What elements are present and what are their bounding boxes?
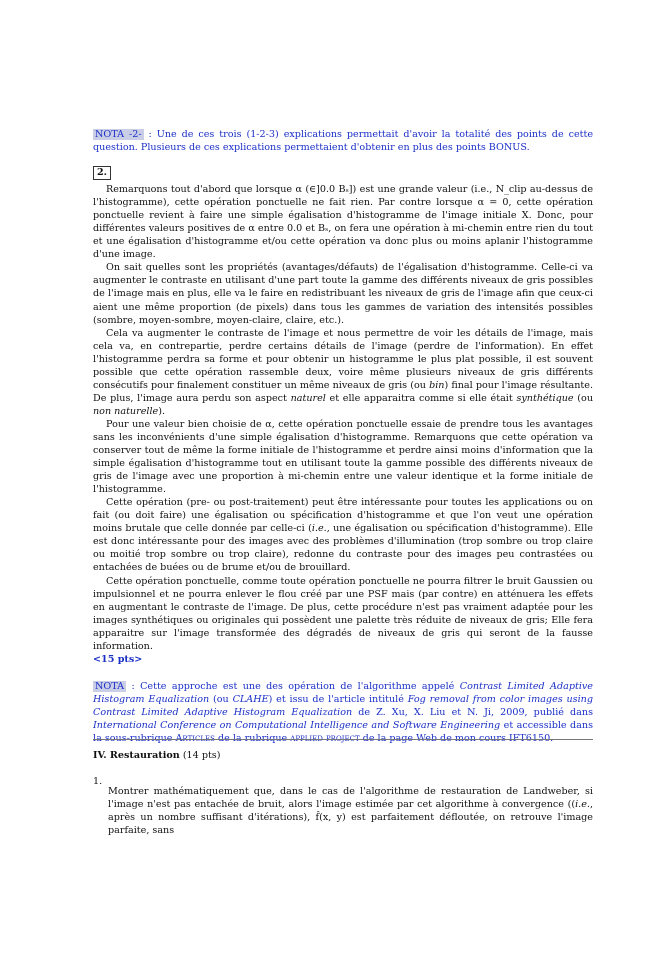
item-1-text-b: , après un nombre suffisant d'itérations), f̂(x, y) est parfaitement défloutée, on retrouve l'image parfaite, sans: [108, 798, 593, 836]
paragraph-5-text-b: , une égalisation ou spécification d'histogramme). Elle est donc intéressante pour des images avec des problèmes d'illumination (trop sombre ou trop claire ou moitié trop sombre ou trop claire), redonne du contraste pour des images peu contrastées ou entachées de buées ou de brume et/ou de brouillard.: [93, 523, 593, 574]
paragraph-3-text-d: (ou: [573, 392, 593, 404]
articles-rubric: Articles: [175, 733, 215, 745]
nota-text-2: (ou: [209, 693, 233, 705]
section-4-heading: [93, 749, 593, 762]
paragraph-3-text-e: ).: [158, 405, 165, 417]
item-1-number: 1.: [93, 776, 103, 787]
nota-text-4: de Z. Xu, X. Liu et N. Ji, 2009, publié dans: [352, 706, 593, 718]
document-body: [93, 128, 593, 745]
section-divider: [93, 739, 593, 740]
clahe-acronym: CLAHE: [232, 693, 269, 705]
item-1-text-a: Montrer mathématiquement que, dans le cas de l'algorithme de restauration de Landweber, si l'image n'est pas entachée de bruit, alors l'image estimée par cet algorithme à convergence ((: [108, 785, 593, 810]
nota-text-3: ) et issu de l'article intitulé: [268, 693, 408, 705]
paragraph-3-text-b: ) final pour l'image résultante. De plus, l'image aura perdu son aspect: [93, 379, 593, 404]
nota-2-text: : Une de ces trois (1-2-3) explications permettait d'avoir la totalité des points de cette question. Plusieurs de ces explications permettaient d'obtenir en plus des points BONUS.: [93, 129, 594, 154]
item-1-ie: i.e.: [575, 798, 590, 810]
clahe-full-name: Contrast Limited Adaptive Histogram Equalization: [93, 680, 593, 705]
paragraph-1: Remarquons tout d'abord que lorsque α (∈]0.0 Bₛ]) est une grande valeur (i.e., N_clip au-dessus de l'histogramme), cette opération ponctuelle ne fait rien. Par contre lorsque α = 0, cette opération ponctuelle revient à faire une simple égalisation d'histogramme de l'image initiale X. Donc, pour différentes valeurs positives de α entre 0.0 et Bₛ, on fera une opération à mi-chemin entre rien du tout et une égalisation d'histogramme et/ou cette opération va donc plus ou moins aplanir l'histogramme d'une image.: [93, 184, 593, 261]
paragraph-3-text-c: et elle apparaitra comme si elle était: [325, 392, 517, 404]
section-4-title: IV. Restauration: [93, 750, 180, 761]
nota-text-5: et accessible dans la sous-rubrique: [93, 719, 593, 745]
item-1-text: [108, 785, 593, 837]
applied-project-rubric: applied project: [290, 733, 360, 745]
bin-term: bin: [429, 379, 445, 391]
paragraph-5: [93, 496, 593, 574]
nota-text-7: de la page Web de mon cours IFT6150.: [359, 733, 554, 745]
paragraph-5-text-a: Cette opération (pre- ou post-traitement) peut être intéressante pour toutes les applications ou on fait (ou doit faire) une égalisation ou spécification d'histogramme et que l'on veut une opération moins brutale que celle donnée par celle-ci (: [93, 497, 593, 535]
non-naturelle-term: non naturelle: [93, 405, 159, 417]
paragraph-6: Cette opération ponctuelle, comme toute opération ponctuelle ne pourra filtrer le bruit Gaussien ou impulsionnel et ne pourra enlever le flou créé par une PSF mais (par contre) en atténuera les effets en augmentant le contraste de l'image. De plus, cette procédure n'est pas vraiment adaptée pour les images synthétiques ou originales qui possèdent une palette très réduite de niveaux de gris; Elle fera apparaitre sur l'image transformée des dégradés de niveaux de gris qui seront de la fausse information.: [93, 575, 593, 652]
nota-label: NOTA: [95, 680, 125, 692]
nota-2-label: NOTA -2-: [95, 129, 142, 140]
paragraph-3: [93, 327, 593, 418]
nota-2-paragraph: [93, 128, 593, 154]
conference-name: International Conference on Computational Intelligence and Software Engineering: [93, 719, 501, 731]
section-4-points: (14 pts): [179, 750, 221, 761]
synthetique-term: synthétique: [516, 392, 574, 404]
paragraph-3-text-a: Cela va augmenter le contraste de l'image et nous permettre de voir les détails de l'image, mais cela va, en contrepartie, perdre certains détails de l'image (perdre de l'information). En effet l'histogramme perdra sa forme et pour obtenir un histogramme le plus plat possible, il est souvent possible que cette opération rassemble deux, voire même plusieurs niveaux de gris différents consécutifs pour finalement constituer un même niveaux de gris (ou: [93, 327, 593, 391]
nota-text-1: : Cette approche est une des opération de l'algorithme appelé: [126, 680, 460, 692]
nota-text-6: de la rubrique: [214, 733, 291, 745]
section-2-box: 2.: [93, 166, 111, 180]
paragraph-2: On sait quelles sont les propriétés (avantages/défauts) de l'égalisation d'histogramme. Celle-ci va augmenter le contraste en utilisant d'une part toute la gamme des différents niveaux de gris possibles de l'image mais en plus, elle va le faire en redistribuant les niveaux de gris de l'image afin que ceux-ci aient une même proportion (de pixels) dans tous les gammes de variation des intensités possibles (sombre, moyen-sombre, moyen-claire, claire, etc.).: [93, 262, 593, 326]
naturel-term: naturel: [290, 392, 326, 404]
points-badge: <15 pts>: [93, 653, 143, 665]
article-title: Fog removal from color images using Contrast Limited Adaptive Histogram Equalization: [93, 693, 593, 718]
ie-term: i.e.: [311, 523, 327, 535]
nota-paragraph: [93, 680, 593, 745]
paragraph-4: Pour une valeur bien choisie de α, cette opération ponctuelle essaie de prendre tous les avantages sans les inconvénients d'une simple égalisation d'histogramme. Remarquons que cette opération va conserver tout de même la forme initiale de l'histogramme et perdre ainsi moins d'information que la simple égalisation d'histogramme tout en utilisant toute la gamme possible des différents niveaux de gris de l'image avec une proportion à mi-chemin entre une valeur identique et la forme initiale de l'histogramme.: [93, 418, 593, 496]
question-list: [93, 775, 593, 846]
